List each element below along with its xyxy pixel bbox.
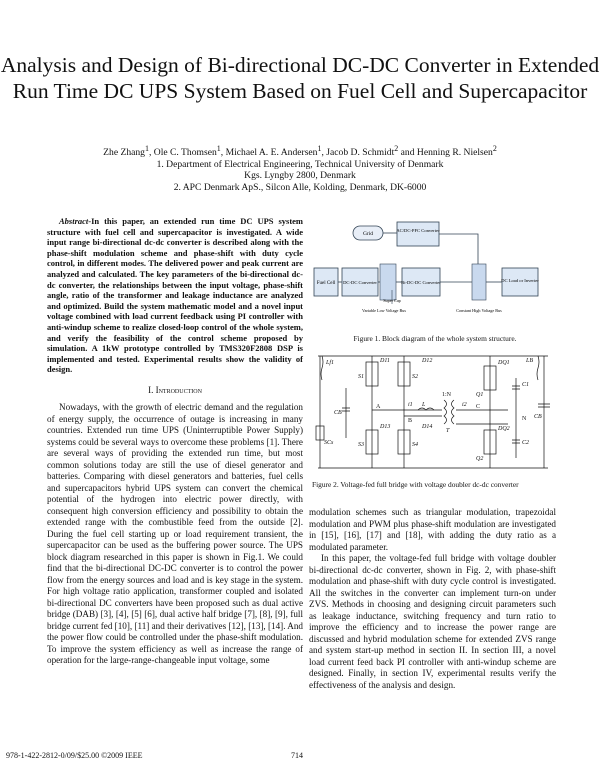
label-lf1: Lf1 [326,360,335,366]
abstract [47,216,303,375]
lf1-inductor [321,356,323,380]
author-2: Ole C. Thomsen [153,147,217,159]
label-d11: D11 [380,358,390,364]
author-block [0,143,600,194]
abstract-text: -In this paper, an extended run time DC UPS system structure with fuel cell and supercapacitor is investigated. A wide input range bi-directional dc-dc converter is described along with the phase-shift modulation scheme and phase-shift with duty cycle control, in different modes. The delivered power and peak current are analyzed and calculated. The key parameters of the bi-directional dc-dc converter, the relationships between the input voltage, phase-shift angle, ratio of the transformer and leakage inductance are analyzed and optimized. Build the system mathematic model and a novel input voltage combined with load current feedback using PI controller with anti-windup scheme to realize closed-loop control of the whole system, and verify the feasibility of the control scheme proposed by simulation. A 1kW prototype controlled by TMS320F2808 DSP is implemented and tested. Experimental results show the validity of design. [47,216,303,375]
supercap-label: Super Cap [383,298,401,303]
label-s2: S2 [412,374,418,380]
label-d12: D12 [422,358,433,364]
label-n: N [522,416,527,422]
label-c: C [476,404,481,410]
section-heading-introduction: I. Introduction [148,384,202,395]
label-dq1: DQ1 [498,360,510,366]
acdc-label: AC/DC-PFC Converter [396,228,440,233]
affiliation-1: 1. Department of Electrical Engineering, Technical University of Denmark [156,158,444,170]
affiliation-2: 2. APC Denmark ApS., Silcon Alle, Kolding, Denmark, DK-6000 [173,181,427,193]
constbus-block [472,264,486,300]
label-c2: C2 [522,440,530,446]
author-5: Henning R. Nielsen [416,147,493,159]
affiliation-1-address: Kgs. Lyngby 2800, Denmark [244,170,356,182]
label-s1: S1 [358,374,364,380]
label-c1: C1 [522,382,530,388]
dcdc-label: DC-DC Converter [343,280,377,285]
label-b: B [408,418,413,424]
secondary-lines [456,410,508,424]
fuel-cell-label: Fuel Cell [316,281,336,286]
label-d13: D13 [380,424,391,430]
figure-1-caption: Figure 1. Block diagram of the whole system structure. [353,334,517,343]
figure-2-circuit [312,348,558,474]
label-s4: S4 [412,442,418,448]
author-3: Michael A. E. Andersen [225,147,318,159]
figure-1-block-diagram [312,218,558,318]
right-column [309,507,556,691]
author-1: Zhe Zhang [103,147,145,159]
label-d14: D14 [422,424,433,430]
grid-label: Grid [362,231,374,237]
right-paragraph-2: In this paper, the voltage-fed full bridge with voltage doubler bi-directional dc-dc converter, shown in Fig. 2, with phase-shift modulation and phase-shift with duty cycle control is investigated. All the switches in the converter can implement turn-on under ZVS. Methods in choosing and designing circuit parameters such as leakage inductance, switching frequency and turn ratio to improve the efficiency and to increase the power range are discussed and hybrid modulation scheme for extended ZVS range and system start-up method in section II. In section III, a novel load current feed back PI controller with anti-windup scheme are designed. Finally, in section IV, experimental results verify the effectiveness of the analysis and design. [309,553,556,690]
footer-page-number: 714 [291,751,303,760]
label-q2: Q2 [476,456,484,462]
bidc-label: Bi-DC-DC Converter [401,280,441,285]
label-lb: LB [526,358,534,364]
label-cb: CB [334,410,342,416]
label-q1: Q1 [476,392,484,398]
transformer-secondary [452,400,455,424]
paper-title: Analysis and Design of Bi-directional DC-DC Converter in Extended Run Time DC UPS System Based on Fuel Cell and Supercapacitor [0,53,600,103]
author-names: Zhe Zhang$^1$, Ole C. Thomsen$^1$, Michael A. E. Andersen$^1$, Jacob D. Schmidt$^2$ and Henning R. Nielsen$^2$ [103,144,497,159]
footer-copyright: 978-1-422-2812-0/09/$25.00 ©2009 IEEE [6,751,143,760]
constbus-label: Constant High Voltage Bus [456,308,502,313]
bridge-legs [372,356,404,468]
label-output-cap: CB [534,414,542,420]
abstract-label: Abstract [59,216,89,226]
label-a: A [376,404,381,410]
label-dq2: DQ2 [498,426,510,432]
left-column [47,216,303,667]
label-i1: i1 [408,402,413,408]
varbus-label: Variable Low Voltage Bus [362,308,406,313]
label-ratio: 1:N [442,392,451,398]
label-t: T [446,428,450,434]
figure-2-caption: Figure 2. Voltage-fed full bridge with voltage doubler dc-dc converter [312,480,519,489]
acdc-to-bus [439,234,478,265]
acdc-block [397,222,439,246]
intro-paragraph-1: Nowadays, with the growth of electric demand and the regulation of energy supply, the occurrence of outage is increasing in many countries. Extended run time UPS (Uninterruptible Power Supply) systems could be several ways to overcome these problems [1]. There are several ways of providing the extended run time, but most common solutions today are still the use of diesel generator and batteries. Comparing with diesel generators and batteries, fuel cells and supercapacitors hybrid UPS system can convert the chemical potential of the hydrogen into electric power directly, with consequent high conversion efficiency and possibility to obtain the extended range with the combustible feed from the outside [2]. During the fuel cell starting up or load requirement transient, the supercapacitor can be used as the buffering power source. The UPS block diagram researched in this paper is shown in Fig.1. We could find that the bi-directional DC-DC converter is to control the power flow from the energy sources and load and is key stage in the system. For high voltage ratio application, transformer coupled and isolated bi-directional DC converters have been proposed such as dual active bridge (DAB) [3], [4], [5] [6], dual active half bridge [7], [8], [9], full bridge current fed [10], [11] and their derivatives [12], [13], [14]. And the power flow could be controlled under the phase-shift modulation. To improve the system efficiency as well as increase the range of operation for the large-range-changeable input voltage, some [47,402,303,666]
label-l: L [422,402,426,408]
lb-inductor [537,356,539,380]
label-i2: i2 [462,402,467,408]
right-paragraph-1: modulation schemes such as triangular modulation, trapezoidal modulation and PWM plus phase-shift modulation are investigated in [15], [16], [17] and [18], with adding the duty ratio as a modulated parameter. [309,507,556,552]
author-4: Jacob D. Schmidt [326,147,395,159]
load-label: DC Load or Inverter [501,278,539,283]
label-s3: S3 [358,442,364,448]
varbus-block [380,264,396,300]
transformer-primary [444,400,447,424]
label-sc: SCs [324,440,334,446]
